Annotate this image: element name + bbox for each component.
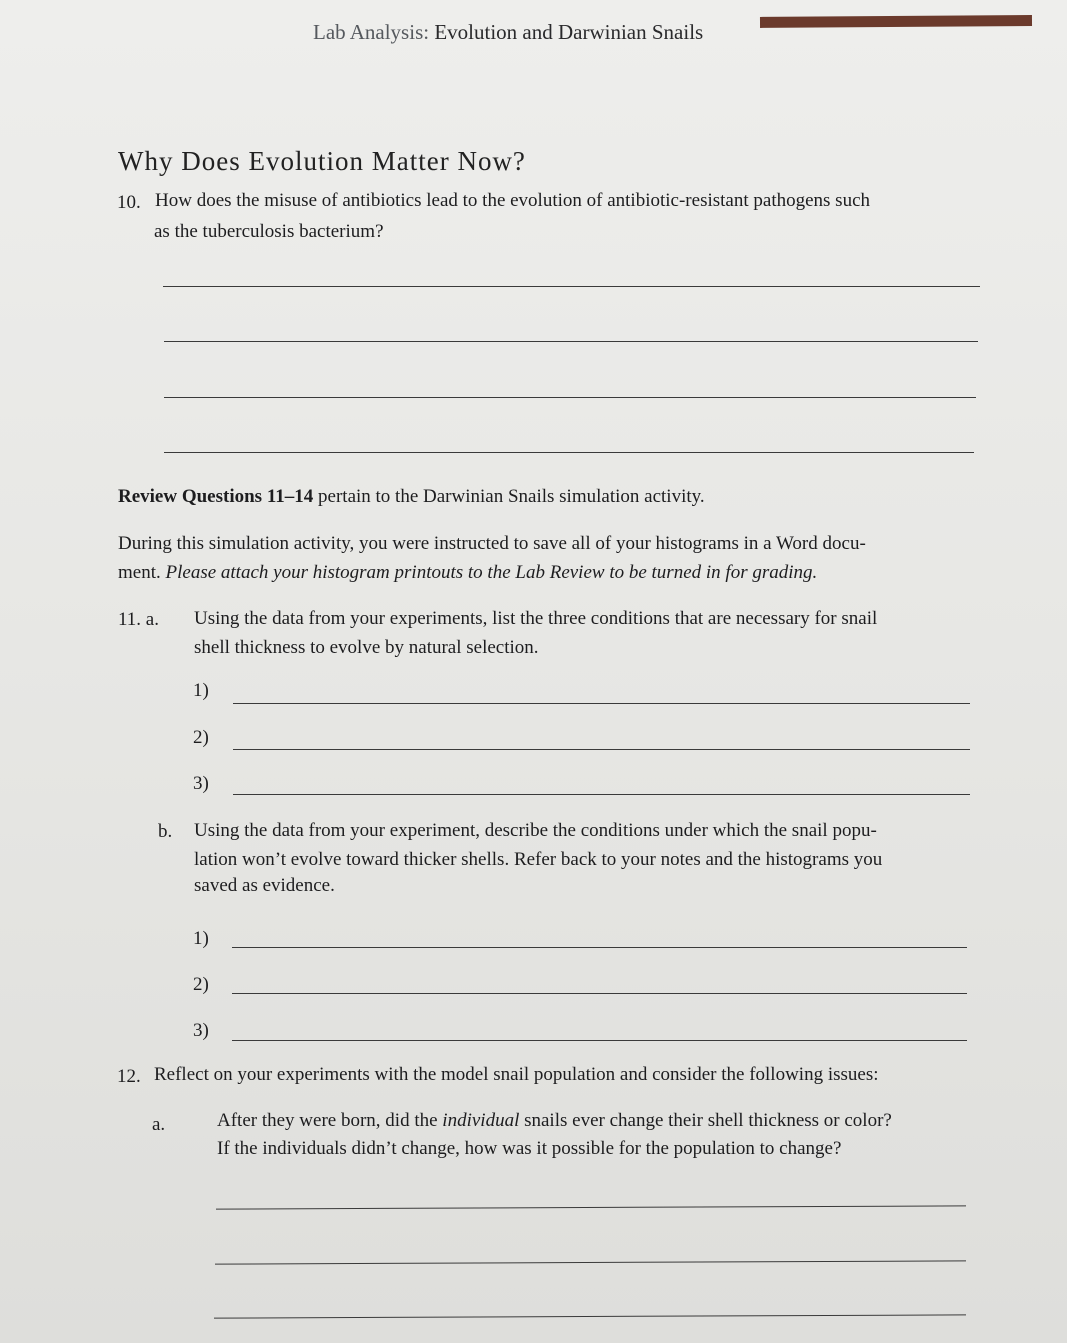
q10-answer-line-1[interactable] <box>163 286 980 287</box>
q12-number: 12. <box>117 1066 141 1087</box>
q11b-item3-label: 3) <box>193 1020 209 1041</box>
q12a-line1-end: snails ever change their shell thickness or color? <box>519 1110 892 1131</box>
q11b-answer-line-3[interactable] <box>232 1040 967 1041</box>
header-bar <box>760 15 1032 28</box>
q11a-item2-label: 2) <box>193 727 209 748</box>
review-bold: Review Questions 11–14 <box>118 486 314 507</box>
q10-answer-line-2[interactable] <box>164 341 978 342</box>
q11b-answer-line-2[interactable] <box>232 993 967 994</box>
q11a-answer-line-3[interactable] <box>233 794 970 795</box>
q11b-item2-label: 2) <box>193 974 209 995</box>
q12a-answer-line-1[interactable] <box>216 1205 966 1209</box>
q12a-line1-italic: individual <box>442 1110 520 1131</box>
q11b-answer-line-1[interactable] <box>232 947 967 948</box>
review-heading <box>118 486 705 508</box>
q10-answer-line-4[interactable] <box>164 452 974 453</box>
q12a-answer-line-3[interactable] <box>214 1314 966 1318</box>
q12a-line1-start: After they were born, did the <box>217 1110 443 1131</box>
q11a-answer-line-2[interactable] <box>233 749 970 750</box>
instructions-line2-italic: Please attach your histogram printouts to the Lab Review to be turned in for grading. <box>165 562 818 583</box>
instructions-line2-start: ment. <box>118 562 166 583</box>
q11b-item1-label: 1) <box>193 928 209 949</box>
header-lab-prefix: Lab Analysis: <box>313 20 430 44</box>
page-header <box>313 20 703 45</box>
q12a-line1 <box>217 1110 892 1132</box>
q12a-line2: If the individuals didn’t change, how was it possible for the population to change? <box>217 1138 842 1159</box>
instructions-line1: During this simulation activity, you were instructed to save all of your histograms in a Word docu- <box>118 533 866 554</box>
header-title: Evolution and Darwinian Snails <box>434 20 704 44</box>
q12a-answer-line-2[interactable] <box>215 1260 966 1264</box>
q11a-line1: Using the data from your experiments, list the three conditions that are necessary for snail <box>194 608 878 629</box>
q10-number: 10. <box>117 192 141 213</box>
q10-answer-line-3[interactable] <box>164 397 976 398</box>
q11b-line2: lation won’t evolve toward thicker shells. Refer back to your notes and the histograms you <box>194 849 883 870</box>
instructions-line2 <box>118 562 817 584</box>
section-title: Why Does Evolution Matter Now? <box>118 146 526 176</box>
review-rest: pertain to the Darwinian Snails simulation activity. <box>313 486 705 507</box>
q11-number: 11. a. <box>118 609 159 630</box>
q11a-item3-label: 3) <box>193 773 209 794</box>
q11a-answer-line-1[interactable] <box>233 703 970 704</box>
q11b-label: b. <box>158 821 173 842</box>
q11b-line1: Using the data from your experiment, describe the conditions under which the snail popu- <box>194 820 877 841</box>
q10-line1: How does the misuse of antibiotics lead to the evolution of antibiotic-resistant pathogens such <box>155 190 870 211</box>
q11a-item1-label: 1) <box>193 680 209 701</box>
q12-text: Reflect on your experiments with the model snail population and consider the following issues: <box>154 1064 879 1085</box>
q12a-label: a. <box>152 1114 166 1135</box>
q10-line2: as the tuberculosis bacterium? <box>154 221 384 242</box>
q11a-line2: shell thickness to evolve by natural selection. <box>194 637 539 658</box>
q11b-line3: saved as evidence. <box>194 875 335 896</box>
